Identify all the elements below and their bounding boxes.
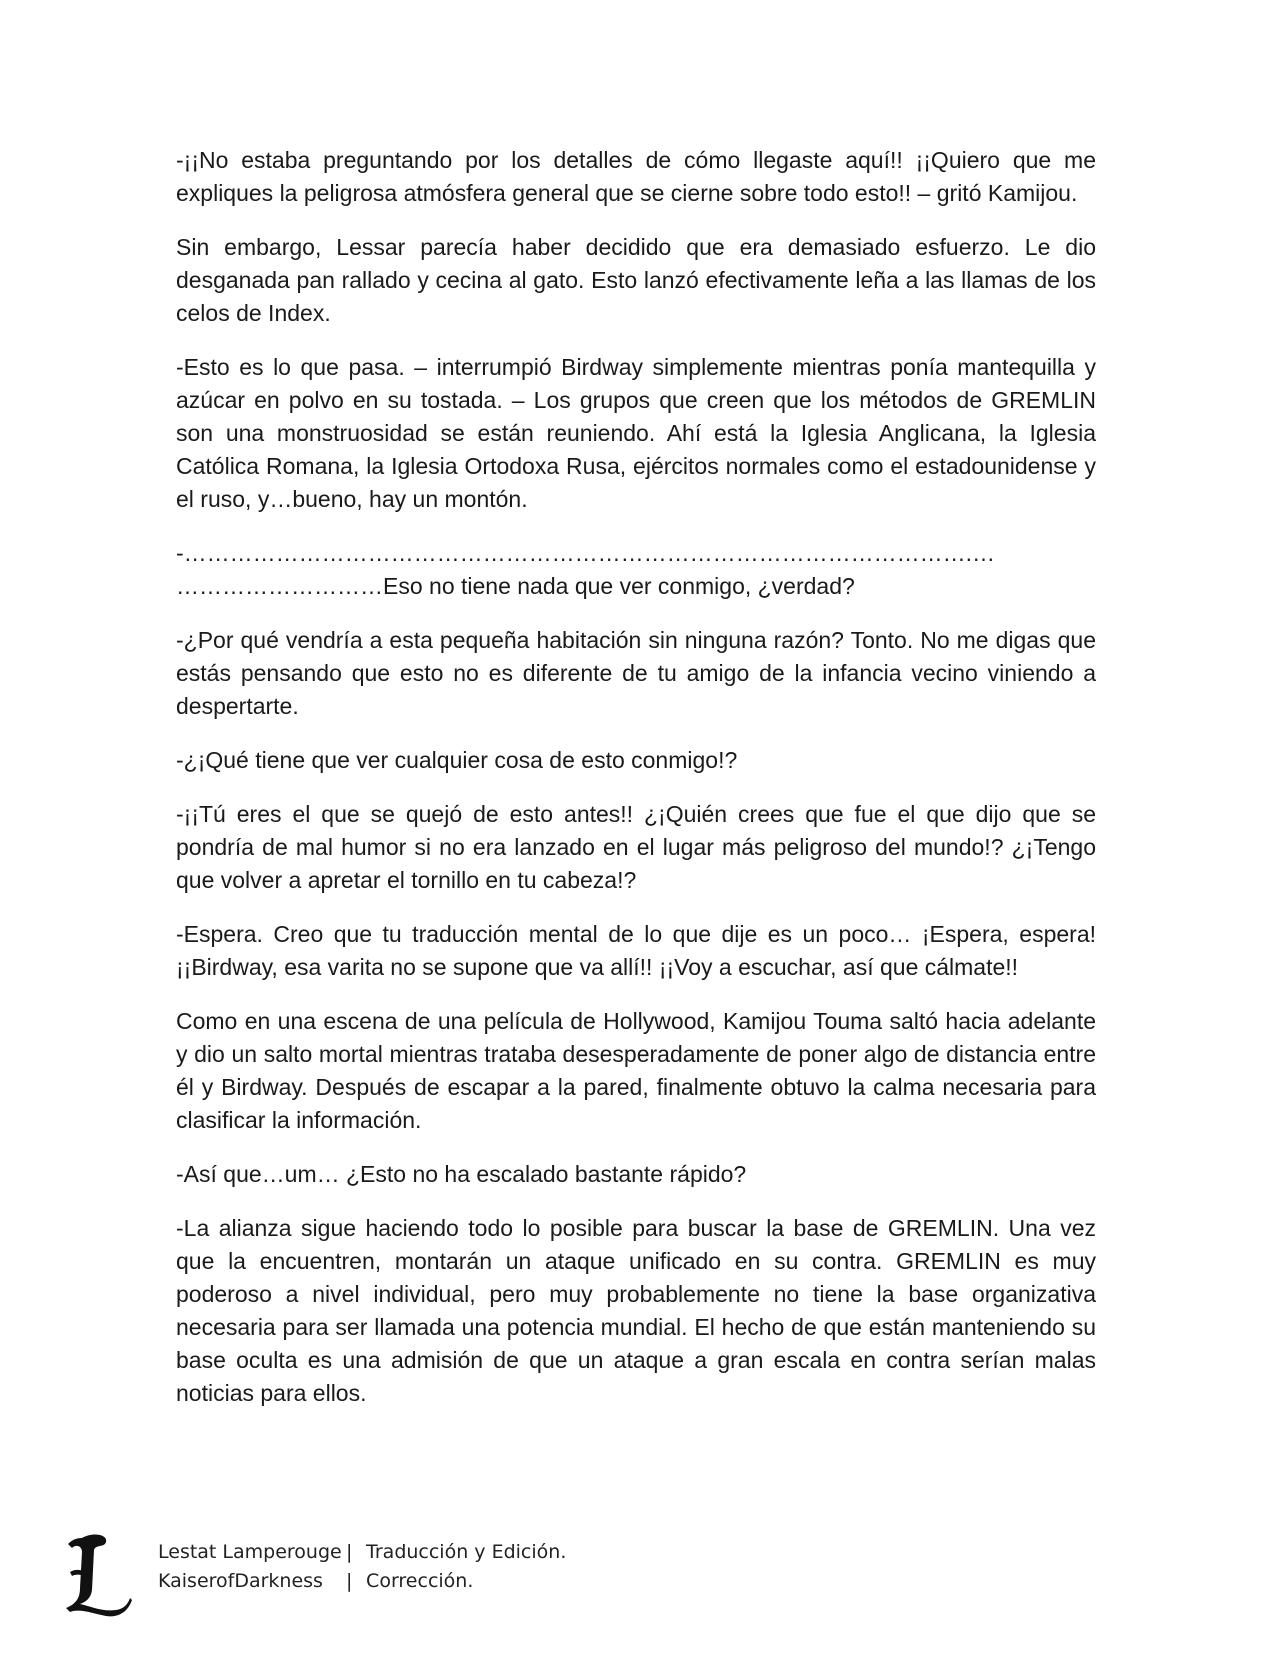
credits — [158, 1538, 566, 1596]
credit-corrector-role: Corrección. — [366, 1570, 474, 1592]
paragraph-6: -¡¡Tú eres el que se quejó de esto antes!! ¿¡Quién crees que fue el que dijo que se pondría de mal humor si no era lanzado en el lugar más peligroso del mundo!? ¿¡Tengo que volver a apretar el tornillo en tu cabeza!? — [176, 801, 1096, 893]
credit-line-1 — [158, 1538, 566, 1567]
credit-separator: | — [346, 1541, 353, 1563]
credit-separator: | — [346, 1570, 353, 1592]
paragraph-10: -La alianza sigue haciendo todo lo posible para buscar la base de GREMLIN. Una vez que la encuentren, montarán un ataque unificado en su contra. GREMLIN es muy poderoso a nivel individual, pero muy probablemente no tiene la base organizativa necesaria para ser llamada una potencia mundial. El hecho de que están manteniendo su base oculta es una admisión de que un ataque a gran escala en contra serían malas noticias para ellos. — [176, 1215, 1096, 1406]
dotted-line-1: -………………………………………………………………………………………….… — [176, 540, 996, 566]
credit-line-2 — [158, 1567, 566, 1596]
paragraph-3: -Esto es lo que pasa. – interrumpió Birdway simplemente mientras ponía mantequilla y azúcar en polvo en su tostada. – Los grupos que creen que los métodos de GREMLIN son una monstruosidad se están reuniendo. Ahí está la Iglesia Anglicana, la Iglesia Católica Romana, la Iglesia Ortodoxa Rusa, ejércitos normales como el estadounidense y el ruso, y…bueno, hay un montón. — [176, 354, 1096, 512]
credit-corrector-name: KaiserofDarkness — [158, 1570, 323, 1592]
gothic-L-icon — [62, 1532, 132, 1618]
paragraph-8: Como en una escena de una película de Hollywood, Kamijou Touma saltó hacia adelante y dio un salto mortal mientras trataba desesperadamente de poner algo de distancia entre él y Birdway. Después de escapar a la pared, finalmente obtuvo la calma necesaria para clasificar la información. — [176, 1008, 1096, 1133]
credit-translator-role: Traducción y Edición. — [366, 1541, 567, 1563]
paragraph-1: -¡¡No estaba preguntando por los detalles de cómo llegaste aquí!! ¡¡Quiero que me expliques la peligrosa atmósfera general que se cierne sobre todo esto!! – gritó Kamijou. — [176, 147, 1096, 206]
paragraph-9: -Así que…um… ¿Esto no ha escalado bastante rápido? — [176, 1161, 747, 1187]
paragraph-7: -Espera. Creo que tu traducción mental de lo que dije es un poco… ¡Espera, espera! ¡¡Birdway, esa varita no se supone que va allí!! ¡¡Voy a escuchar, así que cálmate!! — [176, 921, 1096, 980]
paragraph-4: -¿Por qué vendría a esta pequeña habitación sin ninguna razón? Tonto. No me digas que estás pensando que esto no es diferente de tu amigo de la infancia vecino viniendo a despertarte. — [176, 627, 1096, 719]
page-body — [176, 144, 1096, 1431]
paragraph-2: Sin embargo, Lessar parecía haber decidido que era demasiado esfuerzo. Le dio desganada pan rallado y cecina al gato. Esto lanzó efectivamente leña a las llamas de los celos de Index. — [176, 234, 1096, 326]
dotted-line-2: ………………………Eso no tiene nada que ver conmigo, ¿verdad? — [176, 573, 855, 599]
page-footer — [62, 1532, 762, 1632]
credit-translator-name: Lestat Lamperouge — [158, 1541, 342, 1563]
dotted-dialogue — [176, 537, 1096, 603]
paragraph-5: -¿¡Qué tiene que ver cualquier cosa de esto conmigo!? — [176, 747, 738, 773]
